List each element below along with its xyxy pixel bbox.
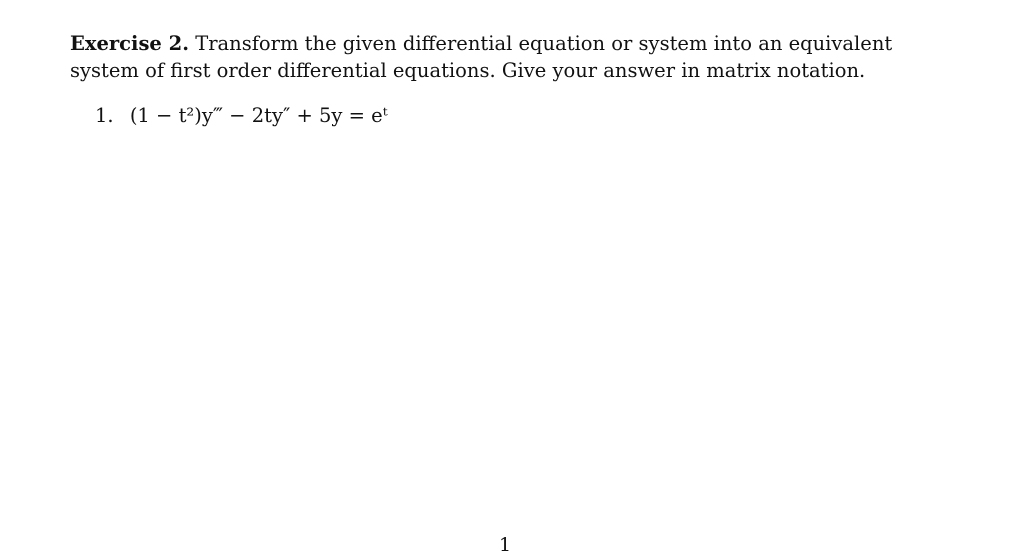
page-number: 1 <box>498 534 512 556</box>
problem-number: 1. <box>95 104 114 127</box>
exercise-heading: Exercise 2. <box>70 32 189 55</box>
problem-item <box>95 102 388 129</box>
exercise-statement <box>70 30 950 84</box>
exercise-instructions: Transform the given differential equation or system into an equivalent system of first order differential equations. Give your answer in matrix notation. <box>70 32 893 82</box>
problem-list <box>95 102 388 129</box>
differential-equation: (1 − t²)y‴ − 2ty″ + 5y = eᵗ <box>129 104 388 127</box>
